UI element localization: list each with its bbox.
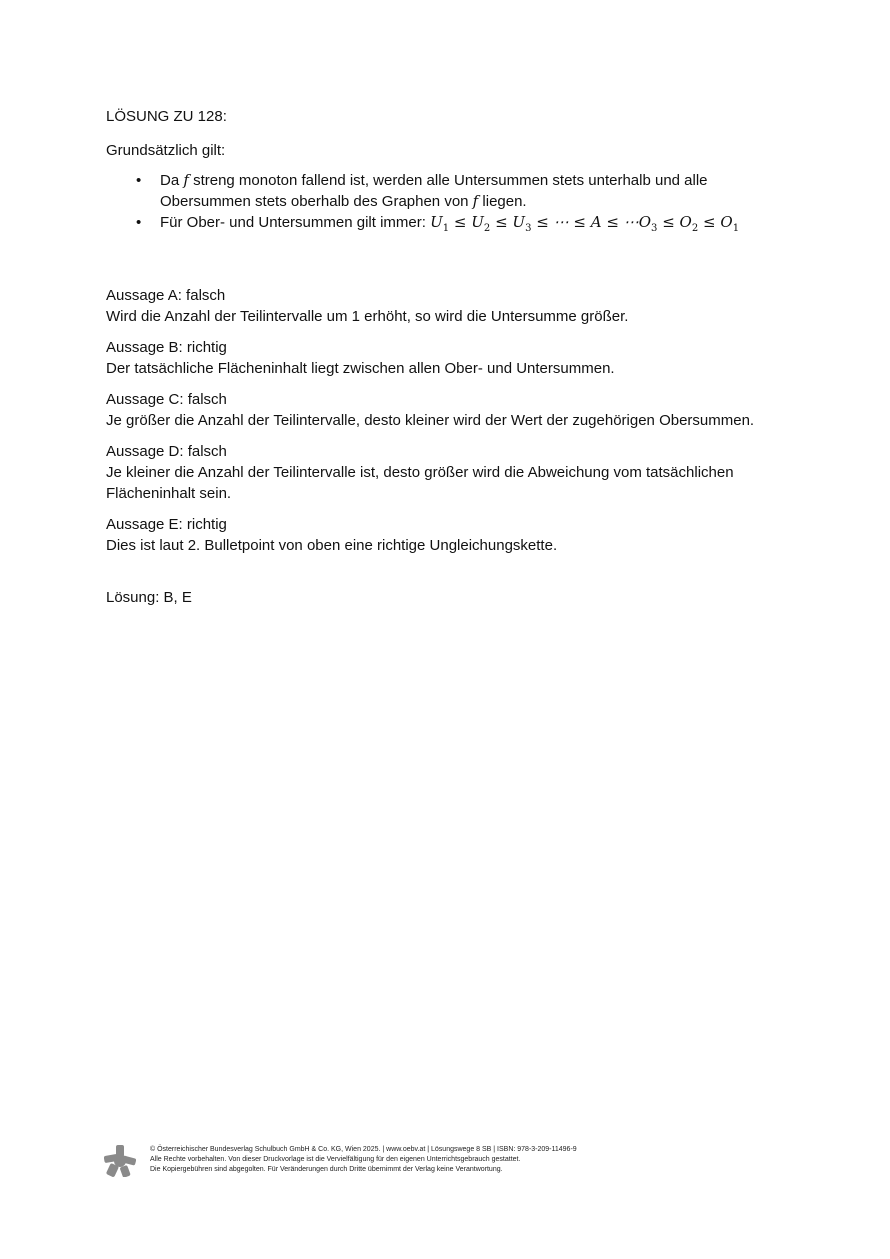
statement-heading: Aussage E: richtig: [106, 516, 227, 533]
statement-heading: Aussage B: richtig: [106, 339, 227, 356]
footer-line: © Österreichischer Bundesverlag Schulbuch GmbH & Co. KG, Wien 2025. | www.oebv.at | Lösungswege 8 SB | ISBN: 978-3-209-11496-9: [150, 1146, 577, 1153]
function-variable: f: [472, 192, 479, 210]
bullet-text-1b: streng monoton fallend ist, werden alle Untersummen stets unterhalb und alle: [188, 172, 708, 189]
statement-explanation: Dies ist laut 2. Bulletpoint von oben eine richtige Ungleichungskette.: [106, 537, 558, 554]
statement-c: [106, 389, 786, 431]
statement-explanation: Je größer die Anzahl der Teilintervalle, desto kleiner wird der Wert der zugehörigen Obersummen.: [106, 412, 755, 429]
statement-a: [106, 285, 786, 327]
final-solution: Lösung: B, E: [106, 589, 192, 606]
statement-explanation: Wird die Anzahl der Teilintervalle um 1 erhöht, so wird die Untersumme größer.: [106, 308, 629, 325]
statement-b: [106, 337, 786, 379]
publisher-logo-icon: [104, 1145, 136, 1177]
bullet-icon: •: [136, 172, 142, 189]
statement-explanation: Der tatsächliche Flächeninhalt liegt zwischen allen Ober- und Untersummen.: [106, 360, 615, 377]
footer-line: Die Kopiergebühren sind abgegolten. Für Veränderungen durch Dritte übernimmt der Verlag keine Verantwortung.: [150, 1166, 503, 1173]
statement-e: [106, 514, 786, 556]
footer-copyright: [150, 1145, 577, 1175]
document-body: [106, 106, 786, 623]
inequality-chain: $U_1 \le U_2 \le U_3$ ≤ ⋯ ≤ $A \le \cdots O_3 \le O_2 \le O_1$: [430, 213, 740, 234]
statement-heading: Aussage C: falsch: [106, 391, 227, 408]
statement-heading: Aussage A: falsch: [106, 287, 226, 304]
statement-heading: Aussage D: falsch: [106, 443, 227, 460]
intro-text: Grundsätzlich gilt:: [106, 142, 226, 159]
bullet-text-1d: liegen.: [478, 193, 527, 210]
footer-line: Alle Rechte vorbehalten. Von dieser Druckvorlage ist die Vervielfältigung für den eigenen Unterrichtsgebrauch gestattet.: [150, 1156, 521, 1163]
statement-explanation: Flächeninhalt sein.: [106, 485, 232, 502]
list-item: [106, 170, 786, 212]
principles-list: [106, 170, 786, 239]
bullet-text-2: Für Ober- und Untersummen gilt immer:: [160, 214, 431, 231]
statements-section: [106, 285, 786, 556]
bullet-text-1a: Da: [160, 172, 184, 189]
statement-d: [106, 441, 786, 504]
function-variable: f: [183, 171, 189, 189]
statement-explanation: Je kleiner die Anzahl der Teilintervalle ist, desto größer wird die Abweichung vom tatsächlichen: [106, 464, 734, 481]
bullet-text-1c: Obersummen stets oberhalb des Graphen von: [160, 193, 473, 210]
bullet-icon: •: [136, 214, 142, 231]
page-footer: [104, 1143, 804, 1179]
list-item: [106, 212, 786, 239]
solution-title: LÖSUNG ZU 128:: [106, 108, 227, 125]
